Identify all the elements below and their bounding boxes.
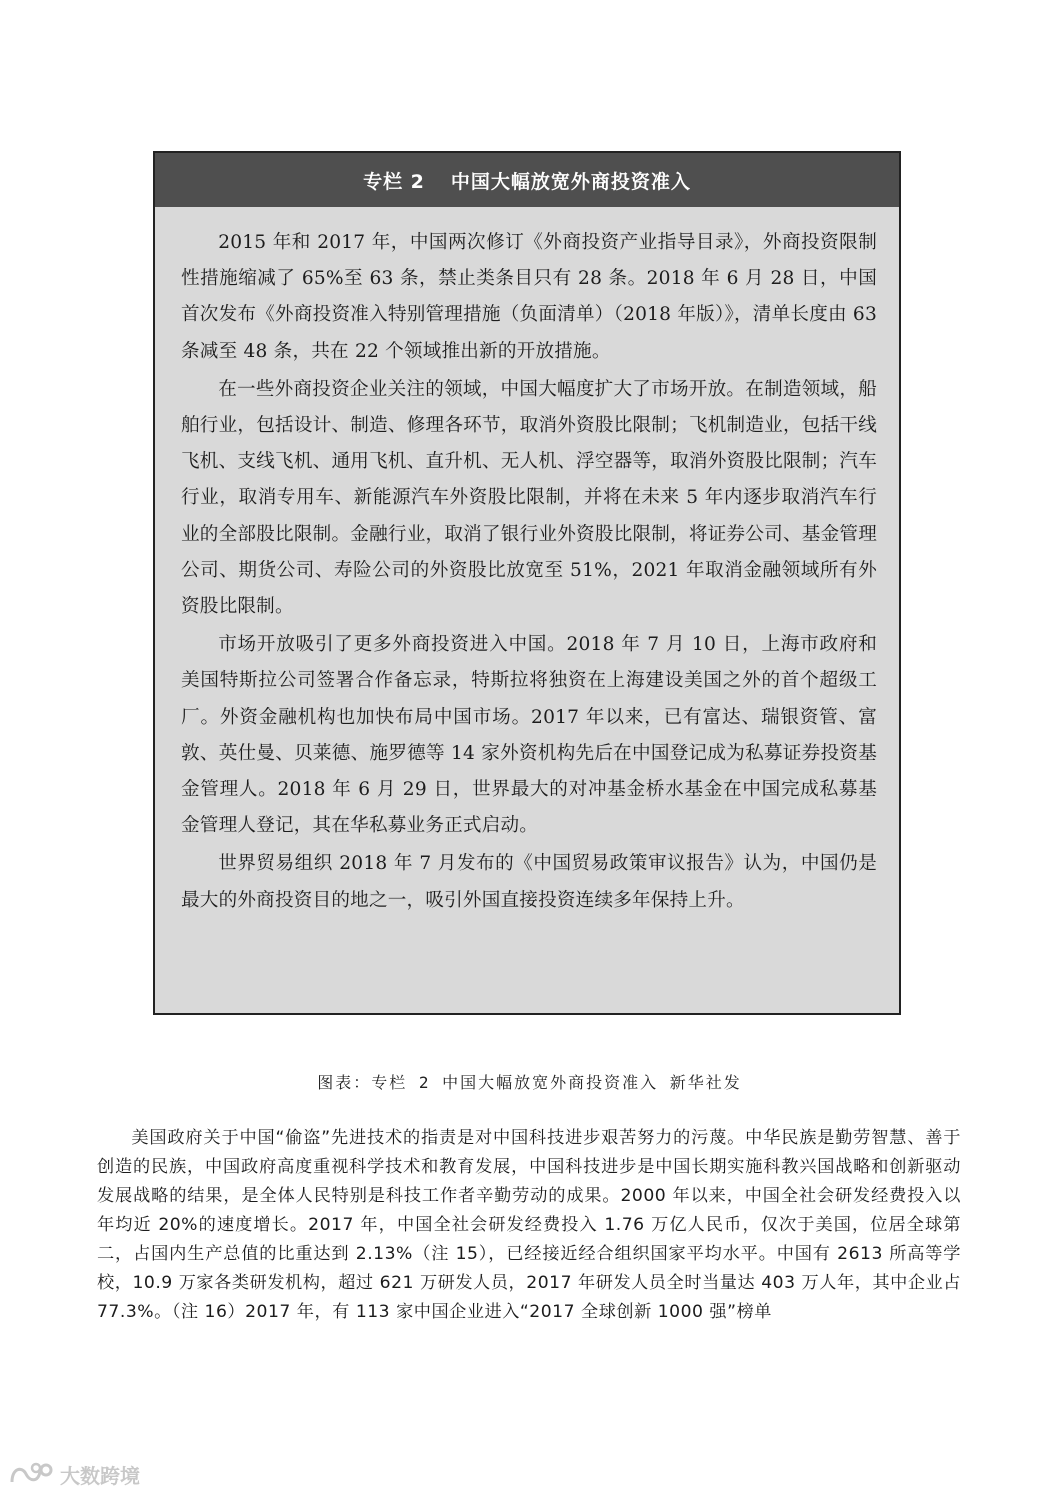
body-paragraph: 美国政府关于中国“偷盗”先进技术的指责是对中国科技进步艰苦努力的污蔑。中华民族是勤劳智慧、善于创造的民族，中国政府高度重视科学技术和教育发展，中国科技进步是中国长期实施科教兴国战略和创新驱动发展战略的结果，是全体人民特别是科技工作者辛勤劳动的成果。2000 年以来，中国全社会研发经费投入以年均近 20%的速度增长。2017 年，中国全社会研发经费投入 1.76 万亿人民币，仅次于美国，位居全球第二，占国内生产总值的比重达到 2.13%（注 15），已经接近经合组织国家平均水平。中国有 2613 所高等学校，10.9 万家各类研发机构，超过 621 万研发人员，2017 年研发人员全时当量达 403 万人年，其中企业占 77.3%。（注 16）2017 年，有 113 家中国企业进入“2017 全球创新 1000 强”榜单 (97, 1128, 961, 1322)
feature-paragraph: 市场开放吸引了更多外商投资进入中国。2018 年 7 月 10 日，上海市政府和美国特斯拉公司签署合作备忘录，特斯拉将独资在上海建设美国之外的首个超级工厂。外资金融机构也加快布局中国市场。2017 年以来，已有富达、瑞银资管、富敦、英仕曼、贝莱德、施罗德等 14 家外资机构先后在中国登记成为私募证券投资基金管理人。2018 年 6 月 29 日，世界最大的对冲基金桥水基金在中国完成私募基金管理人登记，其在华私募业务正式启动。 (181, 634, 877, 837)
feature-box-body (155, 207, 899, 919)
feature-paragraph: 世界贸易组织 2018 年 7 月发布的《中国贸易政策审议报告》认为，中国仍是最大的外商投资目的地之一，吸引外国直接投资连续多年保持上升。 (181, 853, 877, 911)
feature-paragraph: 2015 年和 2017 年，中国两次修订《外商投资产业指导目录》，外商投资限制性措施缩减了 65%至 63 条，禁止类条目只有 28 条。2018 年 6 月 28 日，中国首次发布《外商投资准入特别管理措施（负面清单）（2018 年版）》，清单长度由 63 条减至 48 条，共在 22 个领域推出新的开放措施。 (181, 232, 877, 362)
feature-box-title: 中国大幅放宽外商投资准入 (450, 170, 691, 193)
watermark-text: 大数跨境 (60, 1464, 140, 1488)
feature-box-header (155, 153, 899, 207)
feature-box (153, 151, 901, 1015)
feature-paragraph: 在一些外商投资企业关注的领域，中国大幅度扩大了市场开放。在制造领域，船舶行业，包括设计、制造、修理各环节，取消外资股比限制；飞机制造业，包括干线飞机、支线飞机、通用飞机、直升机、无人机、浮空器等，取消外资股比限制；汽车行业，取消专用车、新能源汽车外资股比限制，并将在未来 5 年内逐步取消汽车行业的全部股比限制。金融行业，取消了银行业外资股比限制，将证券公司、基金管理公司、期货公司、寿险公司的外资股比放宽至 51%，2021 年取消金融领域所有外资股比限制。 (181, 378, 877, 618)
watermark-logo-icon (8, 1462, 54, 1488)
feature-box-number: 专栏 2 (363, 170, 425, 193)
watermark (8, 1460, 140, 1489)
figure-caption: 图表：专栏 2 中国大幅放宽外商投资准入 新华社发 (317, 1073, 742, 1092)
